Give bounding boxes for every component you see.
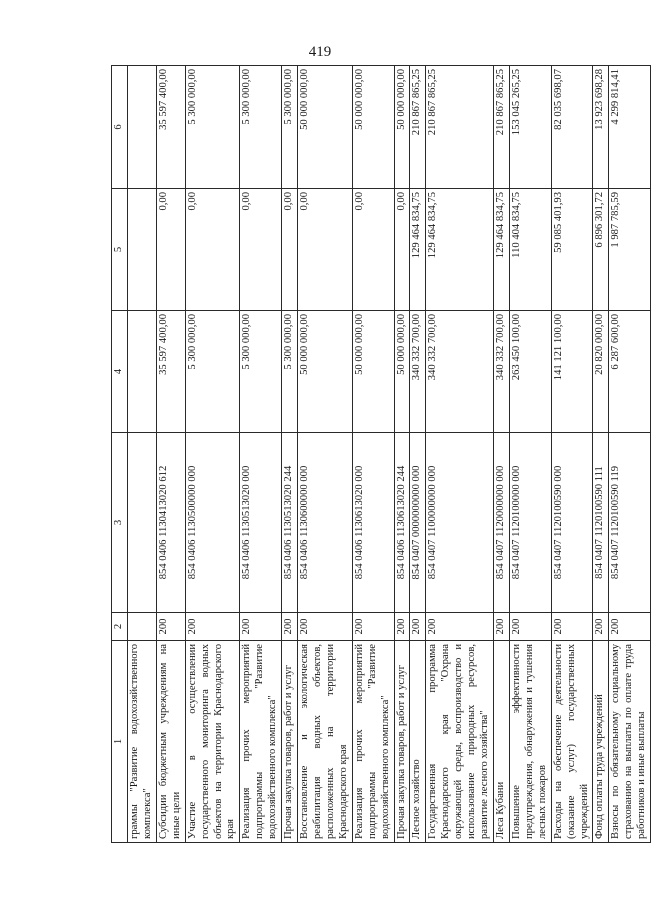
rotated-table-container (111, 66, 648, 843)
row-name-cell: Восстановление и экологическая реабилитация водных объектов, расположенных на территории Краснодарского края (298, 641, 353, 843)
row-code-cell: 200 (282, 613, 298, 641)
row-approved-amount-cell: 340 332 700,00 (426, 311, 494, 433)
row-name-cell: Фонд оплаты труда учреждений (593, 641, 609, 843)
row-remaining-amount-cell: 35 597 400,00 (156, 66, 185, 189)
row-classification-code-cell: 854 0406 1130613020 244 (394, 433, 410, 613)
row-classification-code-cell: 854 0407 1120100590 119 (609, 433, 651, 613)
row-classification-code-cell: 854 0406 1130600000 000 (298, 433, 353, 613)
header-row (112, 66, 128, 843)
row-code-cell: 200 (493, 613, 509, 641)
row-code-cell: 200 (551, 613, 593, 641)
table-row (426, 66, 494, 843)
row-executed-amount-cell: 0,00 (352, 189, 394, 311)
row-name-cell: граммы "Развитие водохозяйственного комплекса" (128, 641, 157, 843)
header-cell: 3 (112, 433, 128, 613)
row-name-cell: Леса Кубани (493, 641, 509, 843)
row-classification-code-cell: 854 0406 1130613020 000 (352, 433, 394, 613)
row-classification-code-cell: 854 0407 1120100590 111 (593, 433, 609, 613)
table-row (551, 66, 593, 843)
row-classification-code-cell: 854 0407 1120100590 000 (551, 433, 593, 613)
table-row (298, 66, 353, 843)
row-remaining-amount-cell: 5 300 000,00 (185, 66, 240, 189)
row-remaining-amount-cell: 50 000 000,00 (352, 66, 394, 189)
row-executed-amount-cell (128, 189, 157, 311)
row-approved-amount-cell: 5 300 000,00 (240, 311, 282, 433)
row-code-cell (128, 613, 157, 641)
row-executed-amount-cell: 59 085 401,93 (551, 189, 593, 311)
row-name-cell: Взносы по обязательному социальному страхованию на выплаты по оплате труда работников и иные выплаты (609, 641, 651, 843)
row-executed-amount-cell: 0,00 (298, 189, 353, 311)
row-approved-amount-cell: 35 597 400,00 (156, 311, 185, 433)
row-code-cell: 200 (185, 613, 240, 641)
header-cell: 2 (112, 613, 128, 641)
table-row (394, 66, 410, 843)
table-row (282, 66, 298, 843)
row-code-cell: 200 (426, 613, 494, 641)
row-code-cell: 200 (240, 613, 282, 641)
table-row (185, 66, 240, 843)
table-row (509, 66, 551, 843)
row-approved-amount-cell: 5 300 000,00 (185, 311, 240, 433)
row-remaining-amount-cell: 82 035 698,07 (551, 66, 593, 189)
row-executed-amount-cell: 0,00 (394, 189, 410, 311)
row-code-cell: 200 (298, 613, 353, 641)
table-row (156, 66, 185, 843)
row-remaining-amount-cell: 210 867 865,25 (410, 66, 426, 189)
row-executed-amount-cell: 0,00 (156, 189, 185, 311)
row-code-cell: 200 (593, 613, 609, 641)
row-name-cell: Реализация прочих мероприятий подпрограммы "Развитие водохозяйственного комплекса" (352, 641, 394, 843)
row-name-cell: Реализация прочих мероприятий подпрограммы "Развитие водохозяйственного комплекса" (240, 641, 282, 843)
row-approved-amount-cell: 340 332 700,00 (493, 311, 509, 433)
row-approved-amount-cell: 50 000 000,00 (298, 311, 353, 433)
page-number: 419 (308, 44, 332, 60)
row-remaining-amount-cell: 210 867 865,25 (426, 66, 494, 189)
row-code-cell: 200 (410, 613, 426, 641)
table-row (410, 66, 426, 843)
row-classification-code-cell: 854 0407 1100000000 000 (426, 433, 494, 613)
row-remaining-amount-cell: 153 045 265,25 (509, 66, 551, 189)
row-classification-code-cell: 854 0406 1130513020 000 (240, 433, 282, 613)
row-executed-amount-cell: 129 464 834,75 (493, 189, 509, 311)
row-remaining-amount-cell: 5 300 000,00 (240, 66, 282, 189)
row-code-cell: 200 (352, 613, 394, 641)
row-classification-code-cell: 854 0406 1130413020 612 (156, 433, 185, 613)
row-remaining-amount-cell: 50 000 000,00 (394, 66, 410, 189)
row-remaining-amount-cell: 5 300 000,00 (282, 66, 298, 189)
header-cell: 6 (112, 66, 128, 189)
table-row (128, 66, 157, 843)
row-remaining-amount-cell: 50 000 000,00 (298, 66, 353, 189)
row-name-cell: Субсидии бюджетным учреждениям на иные цели (156, 641, 185, 843)
row-executed-amount-cell: 6 896 301,72 (593, 189, 609, 311)
row-name-cell: Участие в осуществлении государственного мониторинга водных объектов на территории Краснодарского края (185, 641, 240, 843)
row-code-cell: 200 (156, 613, 185, 641)
row-classification-code-cell: 854 0407 0000000000 000 (410, 433, 426, 613)
row-executed-amount-cell: 1 987 785,59 (609, 189, 651, 311)
row-executed-amount-cell: 129 464 834,75 (426, 189, 494, 311)
row-executed-amount-cell: 0,00 (185, 189, 240, 311)
row-name-cell: Государственная программа Краснодарского края "Охрана окружающей среды, воспроизводство и использование природных ресурсов, развитие лесного хозяйства" (426, 641, 494, 843)
row-classification-code-cell: 854 0406 1130500000 000 (185, 433, 240, 613)
row-executed-amount-cell: 129 464 834,75 (410, 189, 426, 311)
header-cell: 5 (112, 189, 128, 311)
table-row (609, 66, 651, 843)
table-row (593, 66, 609, 843)
table-row (493, 66, 509, 843)
row-approved-amount-cell: 340 332 700,00 (410, 311, 426, 433)
table-row (352, 66, 394, 843)
row-approved-amount-cell: 141 121 100,00 (551, 311, 593, 433)
row-name-cell: Лесное хозяйство (410, 641, 426, 843)
row-remaining-amount-cell: 4 299 814,41 (609, 66, 651, 189)
row-approved-amount-cell: 20 820 000,00 (593, 311, 609, 433)
row-approved-amount-cell (128, 311, 157, 433)
row-remaining-amount-cell (128, 66, 157, 189)
row-name-cell: Прочая закупка товаров, работ и услуг (394, 641, 410, 843)
row-remaining-amount-cell: 13 923 698,28 (593, 66, 609, 189)
row-name-cell: Прочая закупка товаров, работ и услуг (282, 641, 298, 843)
row-code-cell: 200 (394, 613, 410, 641)
row-code-cell: 200 (609, 613, 651, 641)
table-row (240, 66, 282, 843)
row-approved-amount-cell: 50 000 000,00 (352, 311, 394, 433)
row-classification-code-cell: 854 0407 1120000000 000 (493, 433, 509, 613)
row-classification-code-cell: 854 0406 1130513020 244 (282, 433, 298, 613)
row-executed-amount-cell: 0,00 (240, 189, 282, 311)
row-name-cell: Расходы на обеспечение деятельности (оказание услуг) государственных учреждений (551, 641, 593, 843)
row-name-cell: Повышение эффективности предупреждения, обнаружения и тушения лесных пожаров (509, 641, 551, 843)
row-approved-amount-cell: 5 300 000,00 (282, 311, 298, 433)
row-classification-code-cell (128, 433, 157, 613)
row-code-cell: 200 (509, 613, 551, 641)
row-executed-amount-cell: 110 404 834,75 (509, 189, 551, 311)
row-approved-amount-cell: 50 000 000,00 (394, 311, 410, 433)
row-approved-amount-cell: 263 450 100,00 (509, 311, 551, 433)
row-executed-amount-cell: 0,00 (282, 189, 298, 311)
budget-table (111, 65, 651, 843)
row-remaining-amount-cell: 210 867 865,25 (493, 66, 509, 189)
row-classification-code-cell: 854 0407 1120100000 000 (509, 433, 551, 613)
row-approved-amount-cell: 6 287 600,00 (609, 311, 651, 433)
header-cell: 1 (112, 641, 128, 843)
header-cell: 4 (112, 311, 128, 433)
